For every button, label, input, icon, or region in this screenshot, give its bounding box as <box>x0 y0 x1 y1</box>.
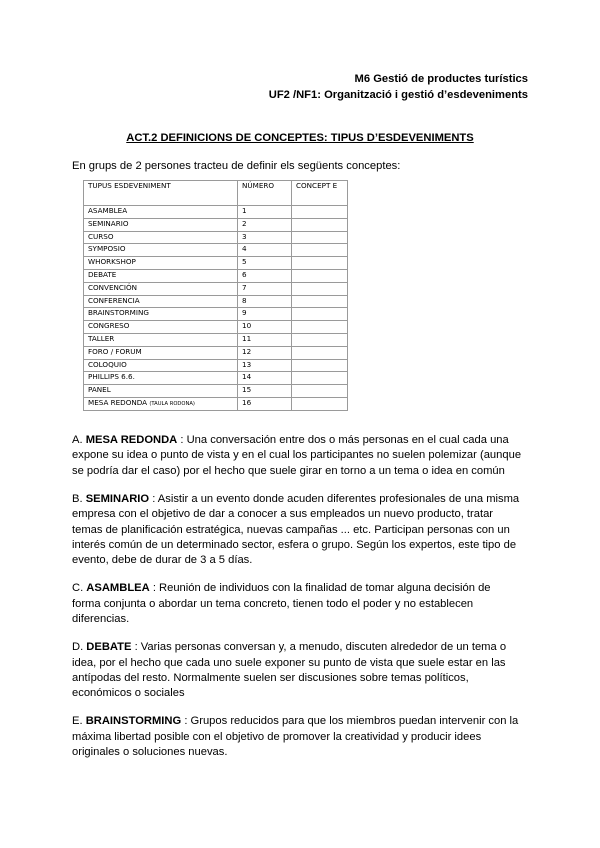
event-type-name: PANEL <box>88 385 111 395</box>
header-event-type: TUPUS ESDEVENIMENT <box>84 181 238 206</box>
event-type-name: CONGRESO <box>88 321 130 331</box>
event-type-name: ASAMBLEA <box>88 206 128 215</box>
event-number-cell: 12 <box>238 346 292 359</box>
concept-cell <box>292 321 348 334</box>
event-type-name: PHILLIPS 6.6. <box>88 372 135 382</box>
concept-cell <box>292 295 348 308</box>
definition-text: : Asistir a un evento donde acuden diferentes profesionales de una misma empresa con el objetivo de dar a conocer a sus empleados un nuevo producto, tratar temas de planificación estratégica, nuevas campañas ... etc. Participan personas con un interés común de un determinado sector, esfera o grupo. Según los expertos, este tipo de evento, debe de durar de 3 a 5 días. <box>72 492 520 567</box>
definition-letter: D. <box>72 641 84 654</box>
unit-title: UF2 /NF1: Organització i gestió d’esdeveniments <box>268 89 528 101</box>
course-title: M6 Gestió de productes turístics <box>354 73 528 85</box>
page-title: ACT.2 DEFINICIONS DE CONCEPTES: TIPUS D’ESDEVENIMENTS <box>126 132 474 144</box>
event-type-name: CURSO <box>88 231 114 241</box>
event-number-cell: 10 <box>238 321 292 334</box>
event-type-name: TALLER <box>88 333 115 343</box>
event-types-table <box>83 180 348 411</box>
concept-cell <box>292 282 348 295</box>
definition-text: : Una conversación entre dos o más personas en el cual cada una expone su idea o punto de vista y en el cual los participantes no suelen polemizar (aunque se podría dar el caso) por el hecho que suele girar en torno a un tema o idea en común <box>72 434 522 477</box>
table-row <box>84 359 348 372</box>
header-concept: CONCEPT E <box>292 181 348 206</box>
concept-cell <box>292 218 348 231</box>
event-type-name: CONFERENCIA <box>88 295 140 305</box>
table-row <box>84 372 348 385</box>
table-row <box>84 295 348 308</box>
event-type-name: WHORKSHOP <box>88 257 136 267</box>
definition-paragraph <box>72 714 522 760</box>
concept-cell <box>292 308 348 321</box>
event-number-cell: 4 <box>238 244 292 257</box>
concept-cell <box>292 397 348 410</box>
event-number-cell: 9 <box>238 308 292 321</box>
event-type-note: (TAULA RODONA) <box>149 400 195 407</box>
event-type-cell <box>84 282 238 295</box>
definition-term: BRAINSTORMING <box>85 715 182 728</box>
concept-cell <box>292 244 348 257</box>
table-row <box>84 244 348 257</box>
table-row <box>84 308 348 321</box>
event-type-cell <box>84 231 238 244</box>
event-type-cell <box>84 295 238 308</box>
definition-letter: E. <box>72 715 83 728</box>
event-type-cell <box>84 397 238 410</box>
definition-paragraph <box>72 640 522 702</box>
event-type-cell <box>84 333 238 346</box>
event-type-cell <box>84 385 238 398</box>
event-type-cell <box>84 244 238 257</box>
definition-letter: B. <box>72 492 83 505</box>
event-type-name: CONVENCIÓN <box>88 282 138 292</box>
table-row <box>84 385 348 398</box>
event-number-cell: 16 <box>238 397 292 410</box>
event-number-cell: 1 <box>238 206 292 219</box>
event-number-cell: 15 <box>238 385 292 398</box>
event-number-cell: 5 <box>238 257 292 270</box>
definition-text: : Varias personas conversan y, a menudo, discuten alrededor de un tema o idea, por el hecho que cada uno suele exponer su punto de vista que suele estar en las antípodas del resto. Normalmente suelen ser discusiones sobre temas políticos, económicos o sociales <box>72 641 507 700</box>
event-type-cell <box>84 257 238 270</box>
event-type-name: SYMPOSIO <box>88 244 126 254</box>
event-number-cell: 7 <box>238 282 292 295</box>
definition-term: ASAMBLEA <box>86 582 150 595</box>
table-row <box>84 397 348 410</box>
concept-cell <box>292 333 348 346</box>
definition-paragraph <box>72 433 522 479</box>
event-number-cell: 11 <box>238 333 292 346</box>
event-number-cell: 8 <box>238 295 292 308</box>
definition-letter: C. <box>72 582 84 595</box>
table-row <box>84 346 348 359</box>
table-row <box>84 333 348 346</box>
concept-cell <box>292 231 348 244</box>
definition-paragraph <box>72 581 522 627</box>
event-number-cell: 3 <box>238 231 292 244</box>
event-type-cell <box>84 372 238 385</box>
definition-text: : Reunión de individuos con la finalidad de tomar alguna decisión de forma conjunta o abordar un tema concreto, tienen todo el poder y no establecen diferencias. <box>72 582 491 626</box>
table-body <box>84 206 348 411</box>
intro-text: En grups de 2 persones tracteu de definir els següents conceptes: <box>72 160 401 172</box>
concept-cell <box>292 385 348 398</box>
table-row <box>84 231 348 244</box>
concept-cell <box>292 346 348 359</box>
table-row <box>84 321 348 334</box>
definition-paragraph <box>72 492 522 569</box>
event-type-name: COLOQUIO <box>88 359 127 369</box>
concept-cell <box>292 257 348 270</box>
definition-text: : Grupos reducidos para que los miembros puedan intervenir con la máxima libertad posible con el objetivo de promover la creatividad y producir idees originales o soluciones nuevas. <box>72 715 519 759</box>
event-number-cell: 2 <box>238 218 292 231</box>
table-row <box>84 206 348 219</box>
definition-term: SEMINARIO <box>85 492 150 505</box>
event-type-cell <box>84 308 238 321</box>
event-number-cell: 13 <box>238 359 292 372</box>
table-header-row <box>84 181 348 206</box>
event-type-cell <box>84 206 238 219</box>
event-type-cell <box>84 218 238 231</box>
event-type-name: MESA REDONDA <box>88 397 148 407</box>
table-row <box>84 269 348 282</box>
event-type-cell <box>84 346 238 359</box>
header-number: NÚMERO <box>238 181 292 206</box>
event-type-name: DEBATE <box>88 269 117 279</box>
event-type-name: BRAINSTORMING <box>88 308 149 318</box>
definition-term: DEBATE <box>86 641 132 654</box>
definition-letter: A. <box>72 434 83 446</box>
event-type-cell <box>84 269 238 282</box>
event-type-cell <box>84 321 238 334</box>
table-row <box>84 218 348 231</box>
event-type-name: FORO / FORUM <box>88 346 142 356</box>
concept-cell <box>292 269 348 282</box>
event-type-cell <box>84 359 238 372</box>
event-type-name: SEMINARIO <box>88 218 129 228</box>
concept-cell <box>292 359 348 372</box>
table-row <box>84 257 348 270</box>
concept-cell <box>292 372 348 385</box>
definition-term: MESA REDONDA <box>85 434 178 446</box>
event-number-cell: 14 <box>238 372 292 385</box>
concept-cell <box>292 206 348 219</box>
table-row <box>84 282 348 295</box>
document-header <box>269 71 528 103</box>
event-number-cell: 6 <box>238 269 292 282</box>
definitions-list <box>72 433 522 773</box>
